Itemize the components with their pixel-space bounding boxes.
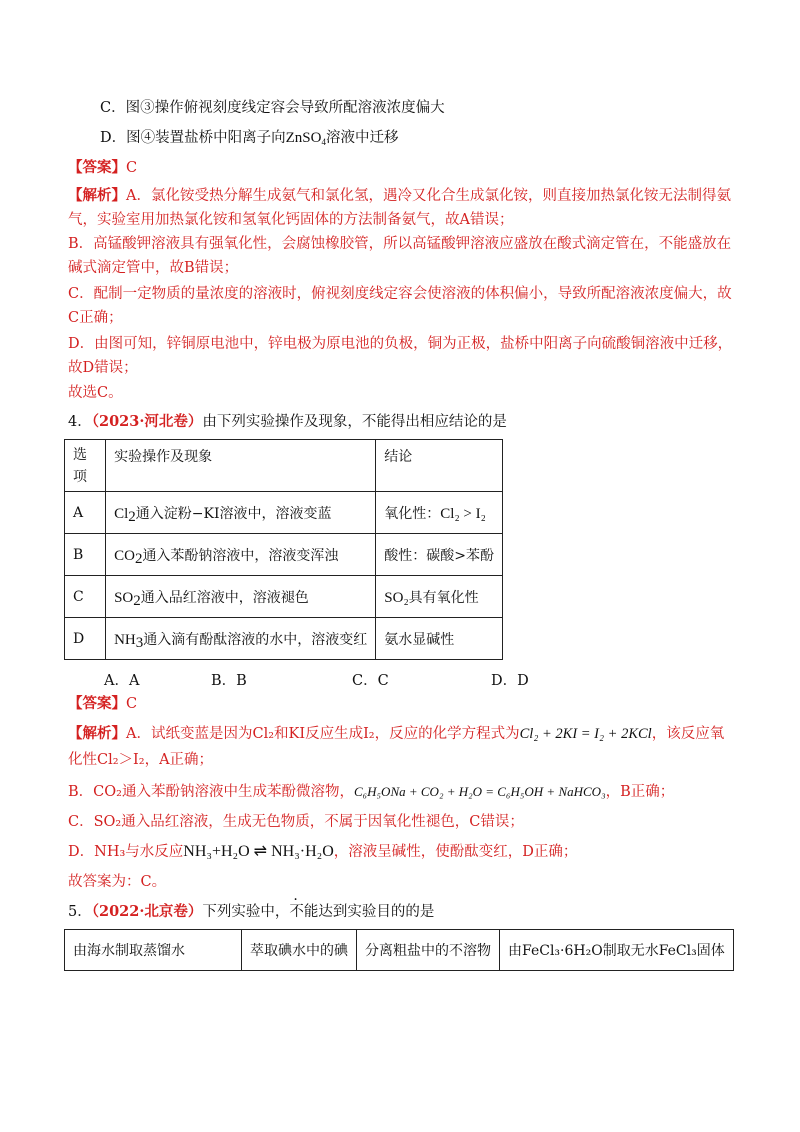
q3-option-c: C．图③操作俯视刻度线定容会导致所配溶液浓度偏大 bbox=[100, 100, 445, 116]
table-row: A $Cl_2$通入淀粉−KI溶液中，溶液变蓝 氧化性：Cl₂ > I₂ bbox=[65, 492, 503, 534]
table-row bbox=[65, 930, 734, 971]
q3-answer: 【答案】C bbox=[68, 159, 138, 176]
header-operation: 实验操作及现象 bbox=[106, 440, 376, 492]
q4-source: （2023·河北卷） bbox=[91, 413, 203, 430]
cell-seawater: 由海水制取蒸馏水 bbox=[65, 930, 242, 971]
q4-stem: 4．（2023·河北卷）由下列实验操作及现象，不能得出相应结论的是 bbox=[68, 413, 507, 430]
header-option: 选项 bbox=[65, 440, 106, 492]
q4-analysis-d: D．NH₃与水反应NH₃+H₂O ⇌ NH₃·H₂O，溶液呈碱性，使酚酞变红，D正确； bbox=[68, 843, 578, 860]
emphasis-not: 不能 bbox=[289, 904, 319, 920]
cell-salt: 分离粗盐中的不溶物 bbox=[357, 930, 500, 971]
cell-fecl3: 由FeCl₃·6H₂O制取无水FeCl₃固体 bbox=[500, 930, 734, 971]
q3-analysis-a-1: 【解析】A．氯化铵受热分解生成氨气和氯化氢，遇冷又化合生成氯化铵，则直接加热氯化铵无法制得氨 bbox=[68, 187, 731, 204]
q3-analysis-b-1: B．高锰酸钾溶液具有强氧化性，会腐蚀橡胶管，所以高锰酸钾溶液应盛放在酸式滴定管在，不能盛放在 bbox=[68, 236, 732, 252]
q5-source: （2022·北京卷） bbox=[91, 903, 203, 920]
q5-table bbox=[64, 929, 734, 971]
choice-b: B．B bbox=[211, 673, 247, 689]
q3-conclusion: 故选C。 bbox=[68, 385, 123, 401]
equation-d: NH₃+H₂O ⇌ NH₃·H₂O bbox=[183, 843, 334, 860]
q4-table bbox=[64, 439, 503, 660]
q3-option-d: D．图④装置盐桥中阳离子向ZnSO$_4$溶液中迁移 bbox=[100, 130, 399, 147]
znso4-formula: ZnSO$_4$ bbox=[285, 130, 326, 147]
q4-answer: 【答案】C bbox=[68, 695, 138, 712]
q3-analysis-c-1: C．配制一定物质的量浓度的溶液时，俯视刻度线定容会使溶液的体积偏小，导致所配溶液浓度偏大，故 bbox=[68, 286, 732, 302]
q4-analysis-c: C．SO₂通入品红溶液，生成无色物质，不属于因氧化性褪色，C错误； bbox=[68, 814, 524, 830]
table-row: C $SO_2$通入品红溶液中，溶液褪色 SO₂具有氧化性 bbox=[65, 576, 503, 618]
choice-c: C．C bbox=[352, 673, 389, 689]
q4-analysis-a-1: 【解析】A．试纸变蓝是因为Cl₂和KI反应生成I₂，反应的化学方程式为Cl₂ + 2KI = I₂ + 2KCl，该反应氧 bbox=[68, 725, 725, 742]
equation-a: Cl₂ + 2KI = I₂ + 2KCl bbox=[519, 726, 652, 742]
q5-stem: 5．（2022·北京卷）下列实验中，不能达到实验目的的是 bbox=[68, 903, 435, 920]
equation-b: C₆H₅ONa + CO₂ + H₂O = C₆H₅OH + NaHCO₃ bbox=[353, 784, 606, 799]
table-row: D $NH_3$通入滴有酚酞溶液的水中，溶液变红 氨水显碱性 bbox=[65, 618, 503, 660]
q4-analysis-a-2: 化性Cl₂＞I₂，A正确； bbox=[68, 752, 214, 768]
q3-analysis-d-2: 故D错误； bbox=[68, 360, 138, 376]
q4-analysis-b: B．CO₂通入苯酚钠溶液中生成苯酚微溶物，C₆H₅ONa + CO₂ + H₂O = C₆H₅OH + NaHCO₃，B正确； bbox=[68, 784, 675, 800]
q3-analysis-b-2: 碱式滴定管中，故B错误； bbox=[68, 260, 239, 276]
header-conclusion: 结论 bbox=[376, 440, 503, 492]
choice-d: D．D bbox=[491, 673, 529, 689]
q3-analysis-c-2: C正确； bbox=[68, 310, 123, 326]
q4-conclusion: 故答案为：C。 bbox=[68, 874, 167, 890]
table-row: B $CO_2$通入苯酚钠溶液中，溶液变浑浊 酸性：碳酸>苯酚 bbox=[65, 534, 503, 576]
table-header-row bbox=[65, 440, 503, 492]
q3-analysis-a-2: 气，实验室用加热氯化铵和氢氧化钙固体的方法制备氨气，故A错误； bbox=[68, 212, 514, 228]
choice-a: A．A bbox=[104, 673, 140, 689]
q3-analysis-d-1: D．由图可知，锌铜原电池中，锌电极为原电池的负极，铜为正极，盐桥中阳离子向硫酸铜溶液中迁移， bbox=[68, 336, 733, 352]
cell-iodine: 萃取碘水中的碘 bbox=[242, 930, 357, 971]
